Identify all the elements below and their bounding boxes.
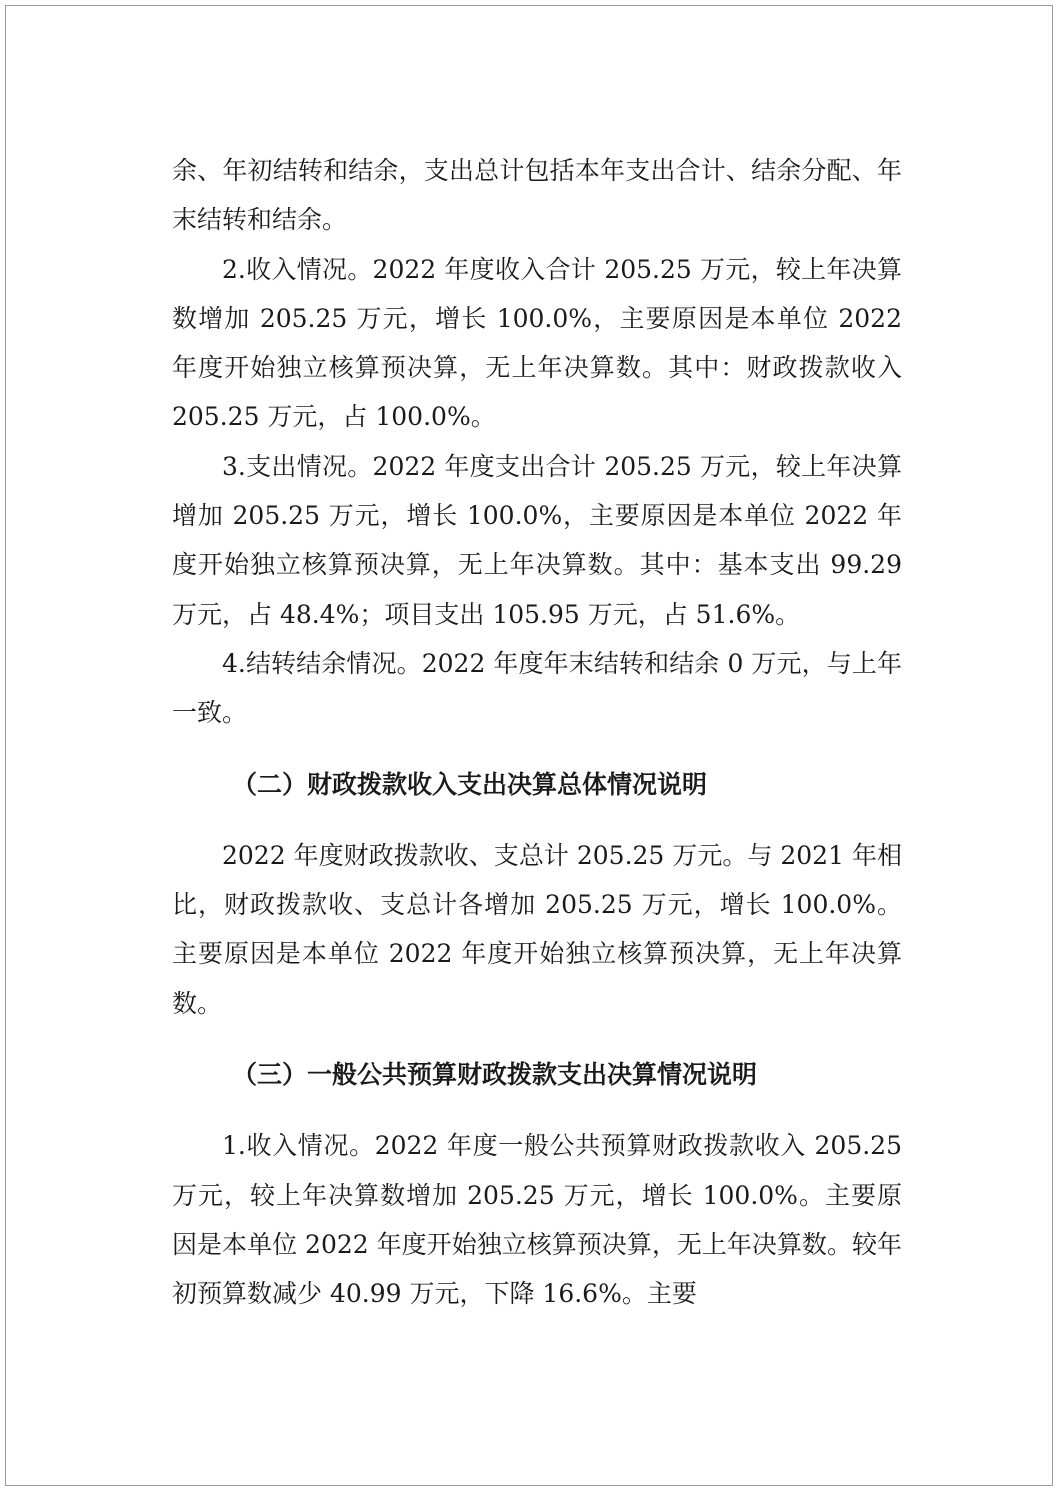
paragraph-expenditure: 3.支出情况。2022 年度支出合计 205.25 万元，较上年决算增加 205.25 万元，增长 100.0%，主要原因是本单位 2022 年度开始独立核算预决算，无上年决算数。其中：基本支出 99.29 万元，占 48.4%；项目支出 105.95 万元，占 51.6%。 [172,451,902,629]
document-body [172,146,902,1319]
paragraph-income: 2.收入情况。2022 年度收入合计 205.25 万元，较上年决算数增加 205.25 万元，增长 100.0%，主要原因是本单位 2022 年度开始独立核算预决算，无上年决算数。其中：财政拨款收入 205.25 万元，占 100.0%。 [172,254,902,432]
paragraph-general-income: 1.收入情况。2022 年度一般公共预算财政拨款收入 205.25 万元，较上年决算数增加 205.25 万元，增长 100.0%。主要原因是本单位 2022 年度开始独立核算预决算，无上年决算数。较年初预算数减少 40.99 万元，下降 16.6%。主要 [172,1131,902,1309]
paragraph-carryover: 4.结转结余情况。2022 年度年末结转和结余 0 万元，与上年一致。 [172,648,902,728]
paragraph-fiscal-total: 2022 年度财政拨款收、支总计 205.25 万元。与 2021 年相比，财政拨款收、支总计各增加 205.25 万元，增长 100.0%。主要原因是本单位 2022 年度开始独立核算预决算，无上年决算数。 [172,840,902,1018]
section-heading-3: （三）一般公共预算财政拨款支出决算情况说明 [232,1060,758,1090]
document-page [5,5,1053,1486]
paragraph-continued: 余、年初结转和结余，支出总计包括本年支出合计、结余分配、年末结转和结余。 [172,156,902,235]
section-heading-2: （二）财政拨款收入支出决算总体情况说明 [232,769,708,799]
